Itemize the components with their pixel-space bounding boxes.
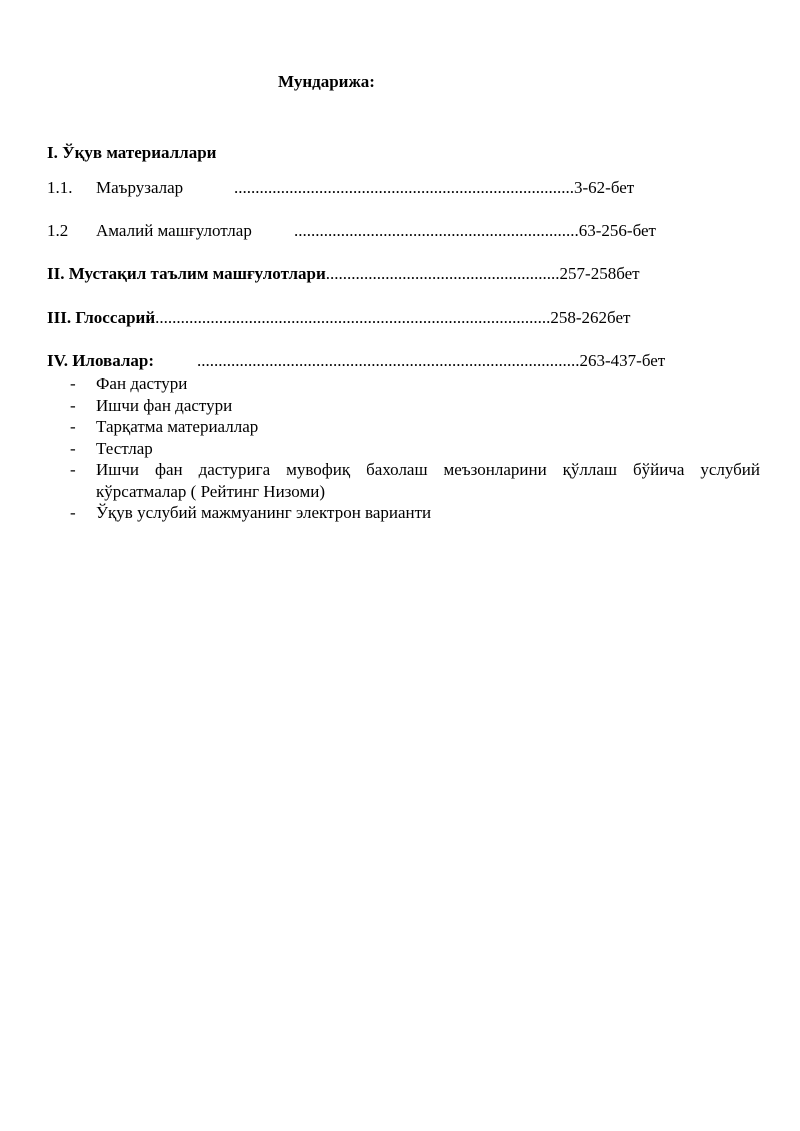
- section-3-row: [47, 309, 630, 326]
- list-item-text: Ишчи фан дастури: [96, 395, 233, 415]
- section-3-heading: III. Глоссарий: [47, 308, 156, 327]
- toc-item-number: 1.2: [47, 221, 69, 240]
- leader-dots: .......................................................: [325, 264, 560, 283]
- toc-item-label: Амалий машғулотлар: [96, 221, 252, 240]
- appendix-list: [70, 373, 760, 524]
- leader-dots: ..........................................................................................: [197, 351, 580, 370]
- leader-dots: .............................................................................................: [155, 308, 551, 327]
- section-4-pages: 263-437-бет: [579, 351, 666, 370]
- list-item-text: Тестлар: [96, 438, 153, 458]
- toc-item-leader: [294, 222, 656, 239]
- list-item: [70, 459, 760, 502]
- leader-dots: ................................................................................: [234, 178, 574, 197]
- list-dash: -: [70, 374, 76, 393]
- list-dash: -: [70, 395, 76, 415]
- toc-item-pages: 3-62-бет: [574, 178, 635, 197]
- list-item: [70, 373, 760, 395]
- list-dash: -: [70, 438, 76, 458]
- list-item-text: Ишчи фан дастурига мувофиқ бахолаш меъзонларини қўллаш бўйича услубий кўрсатмалар ( Рейтинг Низоми): [96, 460, 760, 501]
- list-dash: -: [70, 460, 76, 479]
- list-dash: -: [70, 417, 76, 436]
- list-item-text: Ўқув услубий мажмуанинг электрон варианти: [96, 503, 432, 522]
- list-item: [70, 395, 760, 417]
- list-item-text: Фан дастури: [96, 374, 188, 393]
- section-1-heading: I. Ўқув материаллари: [47, 143, 217, 162]
- toc-item-pages: 63-256-бет: [578, 221, 656, 240]
- page-title: Мундарижа:: [278, 72, 375, 91]
- section-3-pages: 258-262бет: [550, 308, 631, 327]
- section-2-row: [47, 265, 640, 282]
- section-2-pages: 257-258бет: [559, 264, 640, 283]
- toc-item-number: 1.1.: [47, 178, 73, 197]
- list-item: [70, 502, 760, 524]
- section-4-leader: [197, 352, 665, 369]
- list-dash: -: [70, 503, 76, 522]
- list-item-text: Тарқатма материаллар: [96, 417, 259, 436]
- toc-item-label: Маърузалар: [96, 178, 184, 197]
- section-4-heading: IV. Иловалар:: [47, 351, 155, 370]
- list-item: [70, 416, 760, 438]
- list-item: [70, 438, 760, 460]
- section-2-heading: II. Мустақил таълим машғулотлари: [47, 264, 326, 283]
- leader-dots: ...................................................................: [294, 221, 579, 240]
- toc-item-leader: [234, 179, 634, 196]
